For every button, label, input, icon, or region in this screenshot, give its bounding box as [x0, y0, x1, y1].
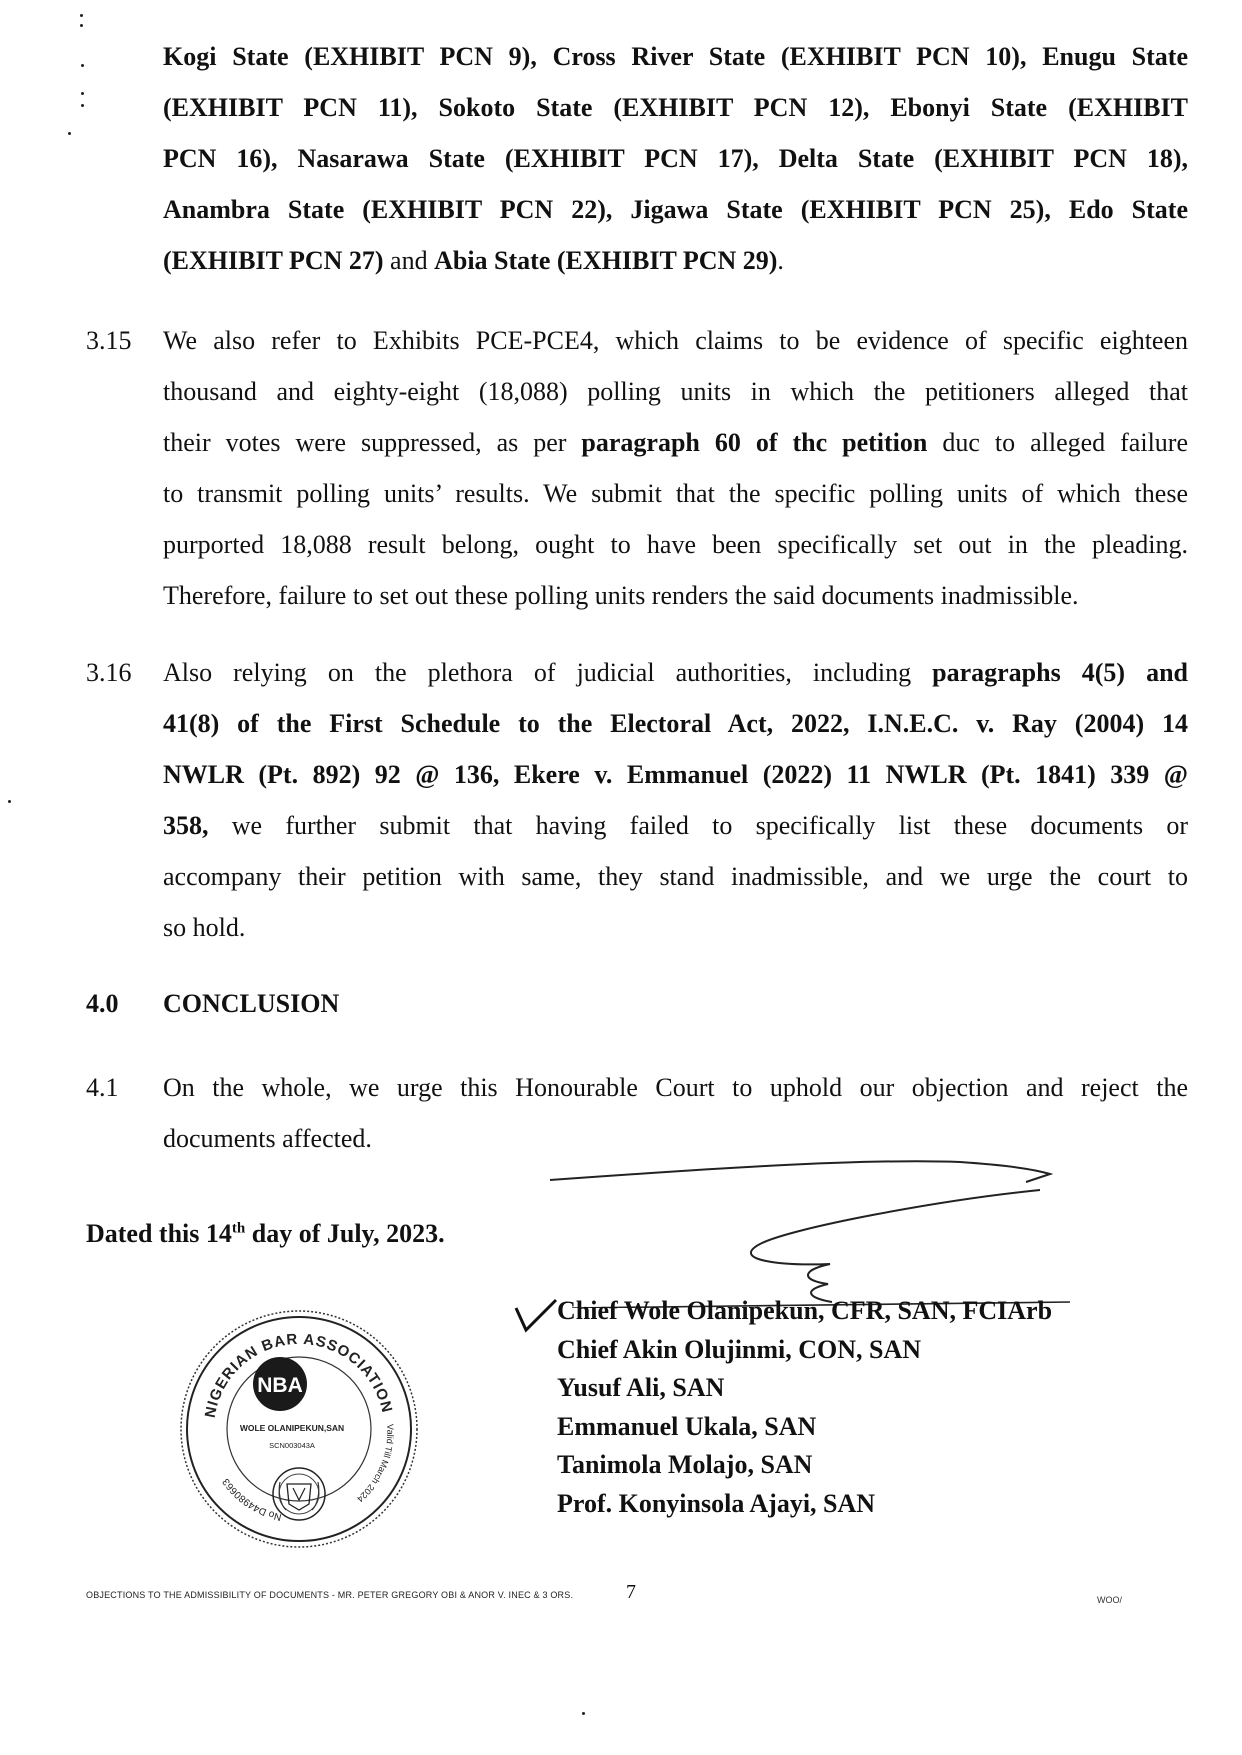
text-run: purported 18,088 result belong, ought to have been specifically set out in the pleading. — [163, 530, 1188, 559]
text-run: accompany their petition with same, they stand inadmissible, and we urge the court to — [163, 862, 1188, 891]
paragraph-text — [163, 647, 1188, 953]
bold-text-run: 358, — [163, 811, 209, 840]
scan-speck — [8, 800, 11, 803]
para-line — [163, 800, 1188, 851]
tick-mark — [514, 1298, 558, 1334]
date-text-end: day of July, 2023. — [245, 1219, 445, 1248]
section-title: CONCLUSION — [163, 989, 340, 1018]
para-line — [163, 749, 1188, 800]
para-line — [163, 851, 1188, 902]
para-line — [163, 366, 1188, 417]
seal-org: NIGERIAN BAR ASSOCIATION — [201, 1330, 396, 1420]
para-line — [163, 519, 1188, 570]
footer-text: OBJECTIONS TO THE ADMISSIBILITY OF DOCUMENTS - MR. PETER GREGORY OBI & ANOR V. INEC & 3 ORS. — [86, 1590, 574, 1600]
para-line — [163, 698, 1188, 749]
counsel-name: Emmanuel Ukala, SAN — [557, 1411, 817, 1441]
bold-text-run: NWLR (Pt. 892) 92 @ 136, Ekere v. Emmanuel (2022) 11 NWLR (Pt. 1841) 339 @ — [163, 760, 1188, 789]
bold-text-run: paragraphs 4(5) and — [932, 658, 1188, 687]
counsel-name: Yusuf Ali, SAN — [557, 1373, 725, 1403]
scan-speck — [80, 14, 83, 17]
paragraph-number: 3.15 — [86, 326, 132, 355]
text-run: duc to alleged failure — [927, 428, 1188, 457]
scan-speck — [81, 92, 84, 95]
text-run: . — [777, 246, 784, 275]
text-run: we further submit that having failed to specifically list these documents or — [208, 811, 1188, 840]
text-run: On the whole, we urge this Honourable Court to uphold our objection and reject the — [163, 1073, 1188, 1102]
counsel-name: Prof. Konyinsola Ajayi, SAN — [557, 1488, 876, 1518]
bold-text-run: (EXHIBIT PCN 11), Sokoto State (EXHIBIT PCN 12), Ebonyi State (EXHIBIT — [163, 93, 1188, 122]
para-line — [163, 235, 1188, 286]
counsel-name: Chief Wole Olanipekun, CFR, SAN, FCIArb — [557, 1296, 1053, 1325]
para-line — [163, 315, 1188, 366]
para-line — [163, 468, 1188, 519]
text-run: so hold. — [163, 913, 246, 942]
date-line — [86, 1208, 445, 1259]
scan-speck — [68, 132, 71, 135]
scan-speck — [80, 24, 83, 27]
signature — [540, 1148, 1100, 1308]
para-line — [163, 647, 1188, 698]
section-number: 4.0 — [86, 989, 119, 1018]
para-line — [163, 82, 1188, 133]
scan-speck — [582, 1712, 585, 1715]
para-line — [163, 184, 1188, 235]
text-run: thousand and eighty-eight (18,088) polling units in which the petitioners alleged that — [163, 377, 1188, 406]
seal-validity: Valid Till March 2024 — [355, 1423, 396, 1505]
svg-text:Valid Till March 2024 — [355, 1424, 395, 1504]
text-run: Therefore, failure to set out these polling units renders the said documents inadmissible. — [163, 581, 1079, 610]
paragraph-number: 3.16 — [86, 658, 132, 687]
seal-abbr: NBA — [257, 1374, 303, 1397]
paragraph-text — [163, 315, 1188, 621]
para-line — [163, 417, 1188, 468]
text-run: documents affected. — [163, 1124, 372, 1153]
para-line — [163, 133, 1188, 184]
text-run: and — [383, 246, 435, 275]
page-number: 7 — [626, 1581, 636, 1603]
seal-number: No D44980663 — [220, 1476, 283, 1523]
seal-name: WOLE OLANIPEKUN,SAN — [239, 1423, 345, 1433]
bold-text-run: PCN 16), Nasarawa State (EXHIBIT PCN 17), Delta State (EXHIBIT PCN 18), — [163, 144, 1188, 173]
counsel-name: Tanimola Molajo, SAN — [557, 1450, 813, 1480]
footer-initials: WOO/ — [1097, 1595, 1122, 1605]
scan-speck — [81, 64, 84, 67]
text-run: Also relying on the plethora of judicial authorities, including — [163, 658, 933, 687]
bold-text-run: (EXHIBIT PCN 27) — [163, 246, 384, 275]
bold-text-run: Kogi State (EXHIBIT PCN 9), Cross River State (EXHIBIT PCN 10), Enugu State — [163, 42, 1188, 71]
counsel-list — [557, 1292, 1052, 1524]
nba-seal-stamp — [174, 1304, 424, 1554]
para-line — [163, 570, 1188, 621]
coat-of-arms-icon — [273, 1468, 325, 1520]
text-run: to transmit polling units’ results. We submit that the specific polling units of which these — [163, 479, 1188, 508]
seal-code: SCN003043A — [269, 1441, 315, 1450]
text-run: their votes were suppressed, as per — [163, 428, 582, 457]
paragraph-number: 4.1 — [86, 1073, 119, 1102]
scan-speck — [81, 104, 84, 107]
bold-text-run: 41(8) of the First Schedule to the Electoral Act, 2022, I.N.E.C. v. Ray (2004) 14 — [163, 709, 1188, 738]
bold-text-run: paragraph 60 of thc petition — [581, 428, 928, 457]
para-line — [163, 902, 1188, 953]
text-run: We also refer to Exhibits PCE-PCE4, which claims to be evidence of specific eighteen — [163, 326, 1188, 355]
continuation-paragraph — [163, 31, 1188, 286]
paragraph-3-15 — [86, 315, 1188, 621]
bold-text-run: Abia State (EXHIBIT PCN 29) — [434, 246, 778, 275]
para-line — [163, 1062, 1188, 1113]
bold-text-run: Anambra State (EXHIBIT PCN 22), Jigawa State (EXHIBIT PCN 25), Edo State — [163, 195, 1188, 224]
date-superscript: th — [231, 1220, 246, 1237]
date-text: Dated this 14 — [86, 1219, 232, 1248]
para-line — [163, 31, 1188, 82]
paragraph-3-16 — [86, 647, 1188, 953]
section-heading — [86, 978, 339, 1029]
counsel-name: Chief Akin Olujinmi, CON, SAN — [557, 1334, 922, 1364]
